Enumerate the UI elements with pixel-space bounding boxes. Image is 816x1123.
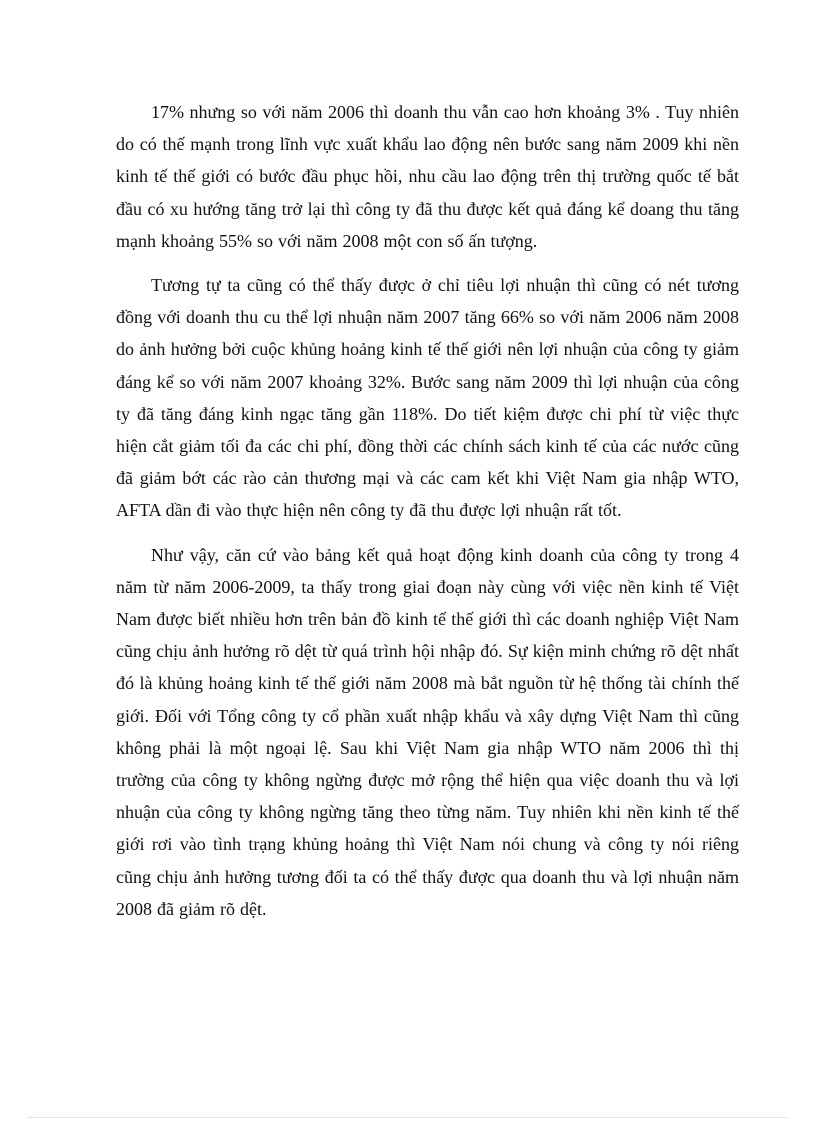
paragraph-profit-analysis: Tương tự ta cũng có thể thấy được ở chỉ tiêu lợi nhuận thì cũng có nét tương đồng với doanh thu cu thể lợi nhuận năm 2007 tăng 66% so với năm 2006 năm 2008 do ảnh hưởng bởi cuộc khủng hoảng kinh tế thế giới nên lợi nhuận của công ty giảm đáng kể so với năm 2007 khoảng 32%. Bước sang năm 2009 thì lợi nhuận của công ty đã tăng đáng kinh ngạc tăng gần 118%. Do tiết kiệm được chi phí từ việc thực hiện cắt giảm tối đa các chi phí, đồng thời các chính sách kinh tế của các nước cũng đã giảm bớt các rào cản thương mại và các cam kết khi Việt Nam gia nhập WTO, AFTA dần đi vào thực hiện nên công ty đã thu được lợi nhuận rất tốt.: [116, 275, 739, 521]
paragraph-revenue-analysis: 17% nhưng so với năm 2006 thì doanh thu vẫn cao hơn khoảng 3% . Tuy nhiên do có thế mạnh trong lĩnh vực xuất khẩu lao động nên bước sang năm 2009 khi nền kinh tế thế giới có bước đầu phục hồi, nhu cầu lao động trên thị trường quốc tế bắt đầu có xu hướng tăng trở lại thì công ty đã thu được kết quả đáng kể doang thu tăng mạnh khoảng 55% so với năm 2008 một con số ấn tượng.: [116, 102, 739, 251]
page-bottom-divider: [28, 1117, 788, 1118]
paragraph-conclusion: Như vậy, căn cứ vào bảng kết quả hoạt động kinh doanh của công ty trong 4 năm từ năm 2006-2009, ta thấy trong giai đoạn này cùng với việc nền kinh tế Việt Nam được biết nhiều hơn trên bản đồ kinh tế thế giới thì các doanh nghiệp Việt Nam cũng chịu ảnh hưởng rõ dệt từ quá trình hội nhập đó. Sự kiện minh chứng rõ dệt nhất đó là khủng hoảng kinh tế thế giới năm 2008 mà bắt nguồn từ hệ thống tài chính thế giới. Đối với Tổng công ty cổ phần xuất nhập khẩu và xây dựng Việt Nam thì cũng không phải là một ngoại lệ. Sau khi Việt Nam gia nhập WTO năm 2006 thì thị trường của công ty không ngừng được mở rộng thể hiện qua việc doanh thu và lợi nhuận của công ty không ngừng tăng theo từng năm. Tuy nhiên khi nền kinh tế thế giới rơi vào tình trạng khủng hoảng thì Việt Nam nói chung và công ty nói riêng cũng chịu ảnh hưởng tương đối ta có thể thấy được qua doanh thu và lợi nhuận năm 2008 đã giảm rõ dệt.: [116, 544, 739, 919]
document-body: [116, 96, 739, 937]
